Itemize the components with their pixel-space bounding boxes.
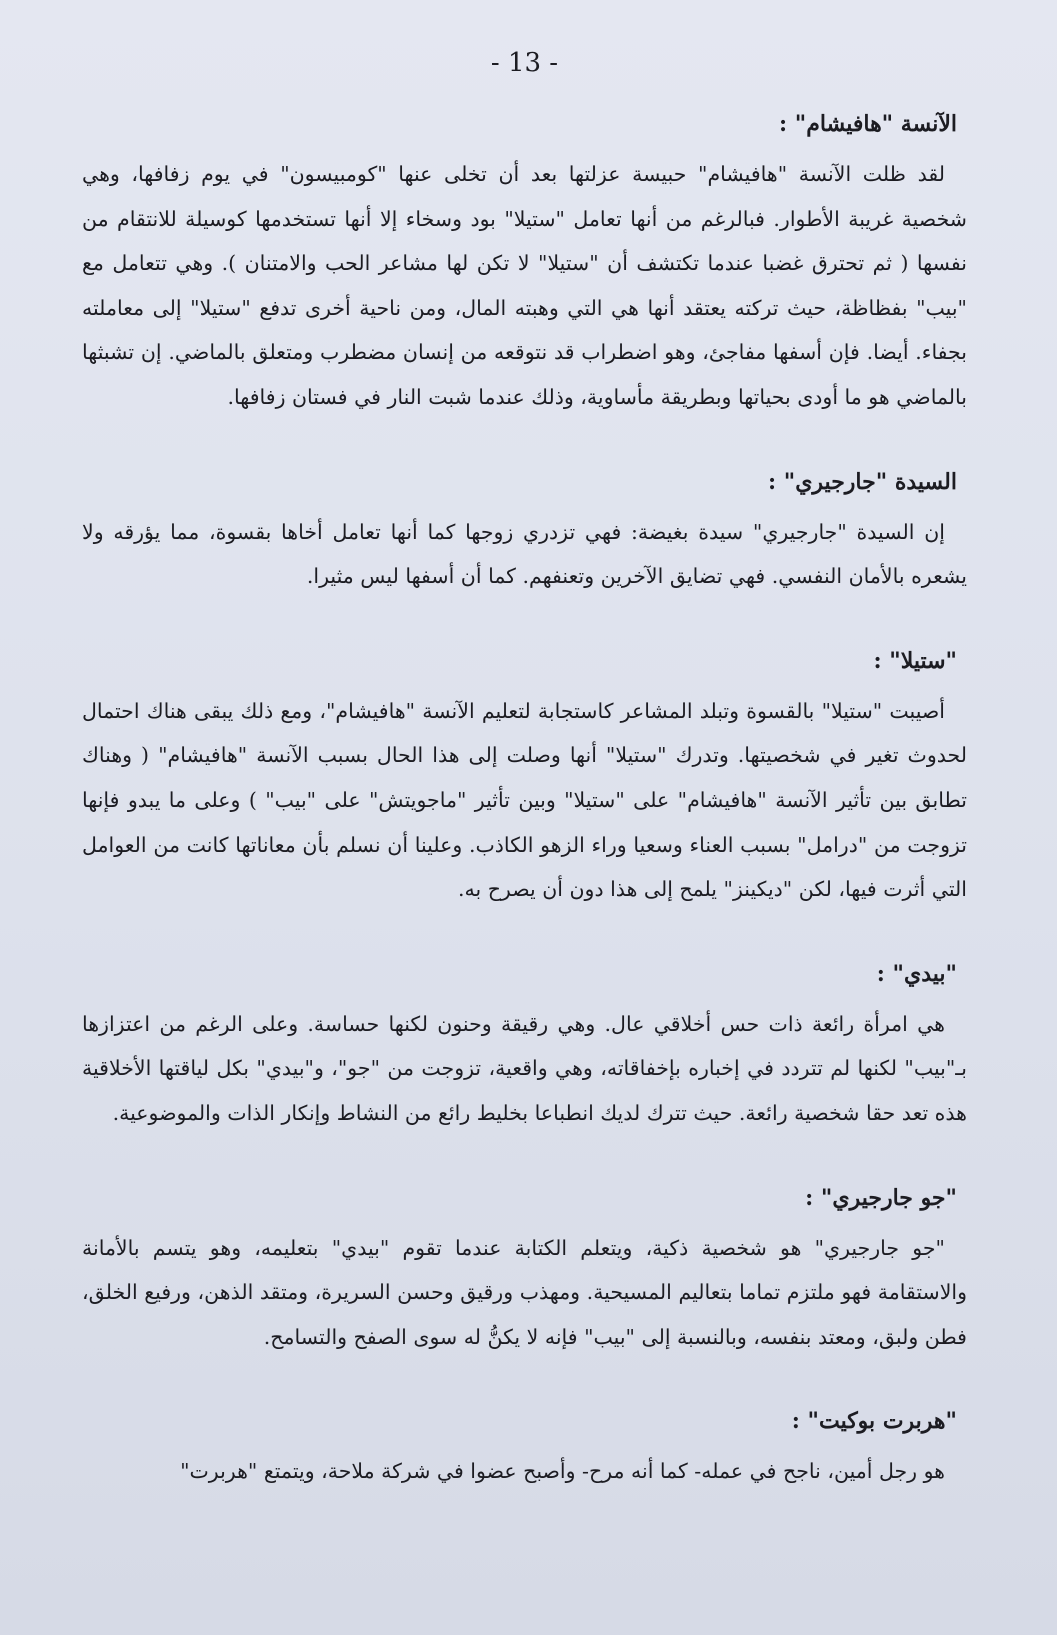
section-paragraph: هو رجل أمين، ناجح في عمله- كما أنه مرح- وأصبح عضوا في شركة ملاحة، ويتمتع "هربرت" [180, 1459, 945, 1484]
section-heading: "ستيلا" : [873, 647, 957, 674]
section-heading: "جو جارجيري" : [805, 1184, 957, 1211]
section-joe-gargery [82, 1180, 967, 1360]
section-havisham [82, 106, 967, 420]
section-biddy [82, 956, 967, 1136]
section-paragraph: إن السيدة "جارجيري" سيدة بغيضة: فهي تزدري زوجها كما أنها تعامل أخاها بقسوة، مما يؤرقه ولا يشعره بالأمان النفسي. فهي تضايق الآخرين وتعنفهم. كما أن أسفها ليس مثيرا. [82, 519, 967, 589]
section-heading: الآنسة "هافيشام" : [779, 111, 957, 137]
section-estella [82, 643, 967, 912]
page-content [82, 106, 967, 1494]
section-heading: "بيدي" : [876, 960, 957, 987]
section-heading: "هربرت بوكيت" : [791, 1408, 957, 1435]
section-paragraph: "جو جارجيري" هو شخصية ذكية، ويتعلم الكتابة عندما تقوم "بيدي" بتعليمه، وهو يتسم بالأمانة والاستقامة فهو ملتزم تماما بتعاليم المسيحية. ومهذب ورقيق وحسن السريرة، ومتقد الذهن، ورفيع الخلق، فطن ولبق، ومعتد بنفسه، وبالنسبة إلى "بيب" فإنه لا يكنُّ له سوى الصفح والتسامح. [82, 1235, 967, 1349]
section-herbert-pocket [82, 1403, 967, 1494]
section-paragraph: هي امرأة رائعة ذات حس أخلاقي عال. وهي رقيقة وحنون لكنها حساسة. وعلى الرغم من اعتزازها بـ"بيب" لكنها لم تتردد في إخباره بإخفاقاته، وهي واقعية، تزوجت من "جو"، و"بيدي" بكل لياقتها الأخلاقية هذه تعد حقا شخصية رائعة. حيث تترك لديك انطباعا بخليط رائع من النشاط وإنكار الذات والموضوعية. [82, 1011, 967, 1125]
section-mrs-gargery [82, 464, 967, 599]
section-heading: السيدة "جارجيري" : [767, 468, 957, 495]
section-paragraph: أصيبت "ستيلا" بالقسوة وتبلد المشاعر كاستجابة لتعليم الآنسة "هافيشام"، ومع ذلك يبقى هناك احتمال لحدوث تغير في شخصيتها. وتدرك "ستيلا" أنها وصلت إلى هذا الحال بسبب الآنسة "هافيشام" ( وهناك تطابق بين تأثير الآنسة "هافيشام" على "ستيلا" وبين تأثير "ماجويتش" على "بيب" ) وعلى ما يبدو فإنها تزوجت من "درامل" بسبب العناء وسعيا وراء الزهو الكاذب. وعلينا أن نسلم بأن معاناتها كانت من العوامل التي أثرت فيها، لكن "ديكينز" يلمح إلى هذا دون أن يصرح به. [82, 698, 967, 902]
section-paragraph: لقد ظلت الآنسة "هافيشام" حبيسة عزلتها بعد أن تخلى عنها "كومبيسون" في يوم زفافها، وهي شخصية غريبة الأطوار. فبالرغم من أنها تعامل "ستيلا" بود وسخاء إلا أنها تستخدمها كوسيلة للانتقام من نفسها ( ثم تحترق غضبا عندما تكتشف أن "ستيلا" لا تكن لها مشاعر الحب والامتنان ). وهي تتعامل مع "بيب" بفظاظة، حيث تركته يعتقد أنها هي التي وهبته المال، ومن ناحية أخرى تدفع "ستيلا" إلى معاملته بجفاء. أيضا. فإن أسفها مفاجئ، وهو اضطراب قد نتوقعه من إنسان مضطرب ومتعلق بالماضي. إن تشبثها بالماضي هو ما أودى بحياتها وبطريقة مأساوية، وذلك عندما شبت النار في فستان زفافها. [82, 162, 967, 409]
page-number: - 13 - [490, 48, 559, 78]
